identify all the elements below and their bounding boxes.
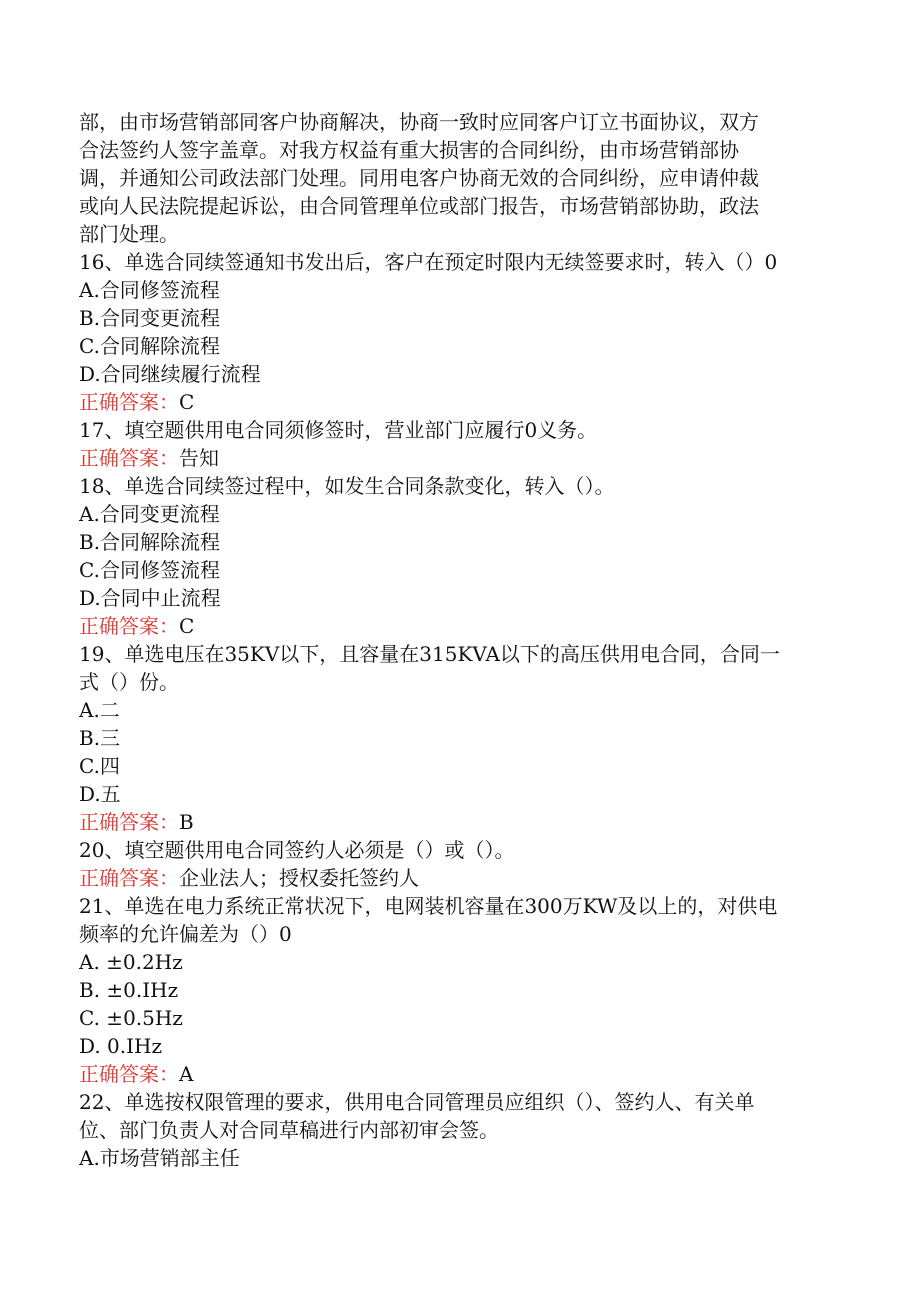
question-19-option-a: A.二 <box>79 698 120 722</box>
answer-label: 正确答案： <box>79 446 179 470</box>
question-17-stem: 17、填空题供用电合同须修签时，营业部门应履行0义务。 <box>79 418 598 442</box>
answer-value: A <box>179 1062 194 1086</box>
paragraph-line: 部，由市场营销部同客户协商解决，协商一致时应同客户订立书面协议，双方 <box>79 110 759 134</box>
question-19-option-b: B.三 <box>79 726 121 750</box>
answer-label: 正确答案： <box>79 866 179 890</box>
answer-value: C <box>179 390 195 414</box>
question-21-answer <box>79 1060 839 1088</box>
question-22-stem-line: 22、单选按权限管理的要求，供用电合同管理员应组织（）、签约人、有关单 <box>79 1090 755 1114</box>
answer-value: 企业法人；授权委托签约人 <box>179 866 419 890</box>
question-19-stem-line: 式（）份。 <box>79 670 179 694</box>
question-19-stem-line: 19、单选电压在35KV以下，且容量在315KVA以下的高压供用电合同，合同一 <box>79 642 780 666</box>
question-21-option-d: D. 0.IHz <box>79 1034 162 1058</box>
question-21-stem-line: 21、单选在电力系统正常状况下，电网装机容量在300万KW及以上的，对供电 <box>79 894 778 918</box>
question-22-option-a: A.市场营销部主任 <box>79 1146 240 1170</box>
paragraph-line: 合法签约人签字盖章。对我方权益有重大损害的合同纠纷，由市场营销部协 <box>79 138 739 162</box>
question-16-option-b: B.合同变更流程 <box>79 306 221 330</box>
paragraph-line: 调，并通知公司政法部门处理。同用电客户协商无效的合同纠纷，应申请仲裁 <box>79 166 759 190</box>
document-page <box>79 108 839 1172</box>
question-20-stem: 20、填空题供用电合同签约人必须是（）或（）。 <box>79 838 515 862</box>
question-19-option-c: C.四 <box>79 754 120 778</box>
question-16-option-c: C.合同解除流程 <box>79 334 220 358</box>
answer-label: 正确答案： <box>79 1062 179 1086</box>
question-16-stem: 16、单选合同续签通知书发出后，客户在预定时限内无续签要求时，转入（）0 <box>79 250 778 274</box>
question-19-option-d: D.五 <box>79 782 121 806</box>
question-21-stem-line: 频率的允许偏差为（）0 <box>79 922 292 946</box>
question-19-answer <box>79 808 839 836</box>
question-16-option-d: D.合同继续履行流程 <box>79 362 261 386</box>
question-16-answer <box>79 388 839 416</box>
question-18-option-a: A.合同变更流程 <box>79 502 220 526</box>
answer-label: 正确答案： <box>79 614 179 638</box>
question-18-option-d: D.合同中止流程 <box>79 586 221 610</box>
question-20-answer <box>79 864 839 892</box>
answer-value: 告知 <box>179 446 219 470</box>
answer-label: 正确答案： <box>79 390 179 414</box>
answer-value: C <box>179 614 195 638</box>
question-17-answer <box>79 444 839 472</box>
question-18-option-c: C.合同修签流程 <box>79 558 220 582</box>
answer-label: 正确答案： <box>79 810 179 834</box>
question-18-answer <box>79 612 839 640</box>
paragraph-line: 部门处理。 <box>79 222 179 246</box>
question-21-option-a: A. ±0.2Hz <box>79 950 183 974</box>
answer-value: B <box>179 810 194 834</box>
question-18-stem: 18、单选合同续签过程中，如发生合同条款变化，转入（）。 <box>79 474 615 498</box>
question-21-option-b: B. ±0.IHz <box>79 978 179 1002</box>
question-16-option-a: A.合同修签流程 <box>79 278 220 302</box>
question-18-option-b: B.合同解除流程 <box>79 530 221 554</box>
paragraph-line: 或向人民法院提起诉讼，由合同管理单位或部门报告，市场营销部协助，政法 <box>79 194 759 218</box>
question-22-stem-line: 位、部门负责人对合同草稿进行内部初审会签。 <box>79 1118 499 1142</box>
question-21-option-c: C. ±0.5Hz <box>79 1006 183 1030</box>
